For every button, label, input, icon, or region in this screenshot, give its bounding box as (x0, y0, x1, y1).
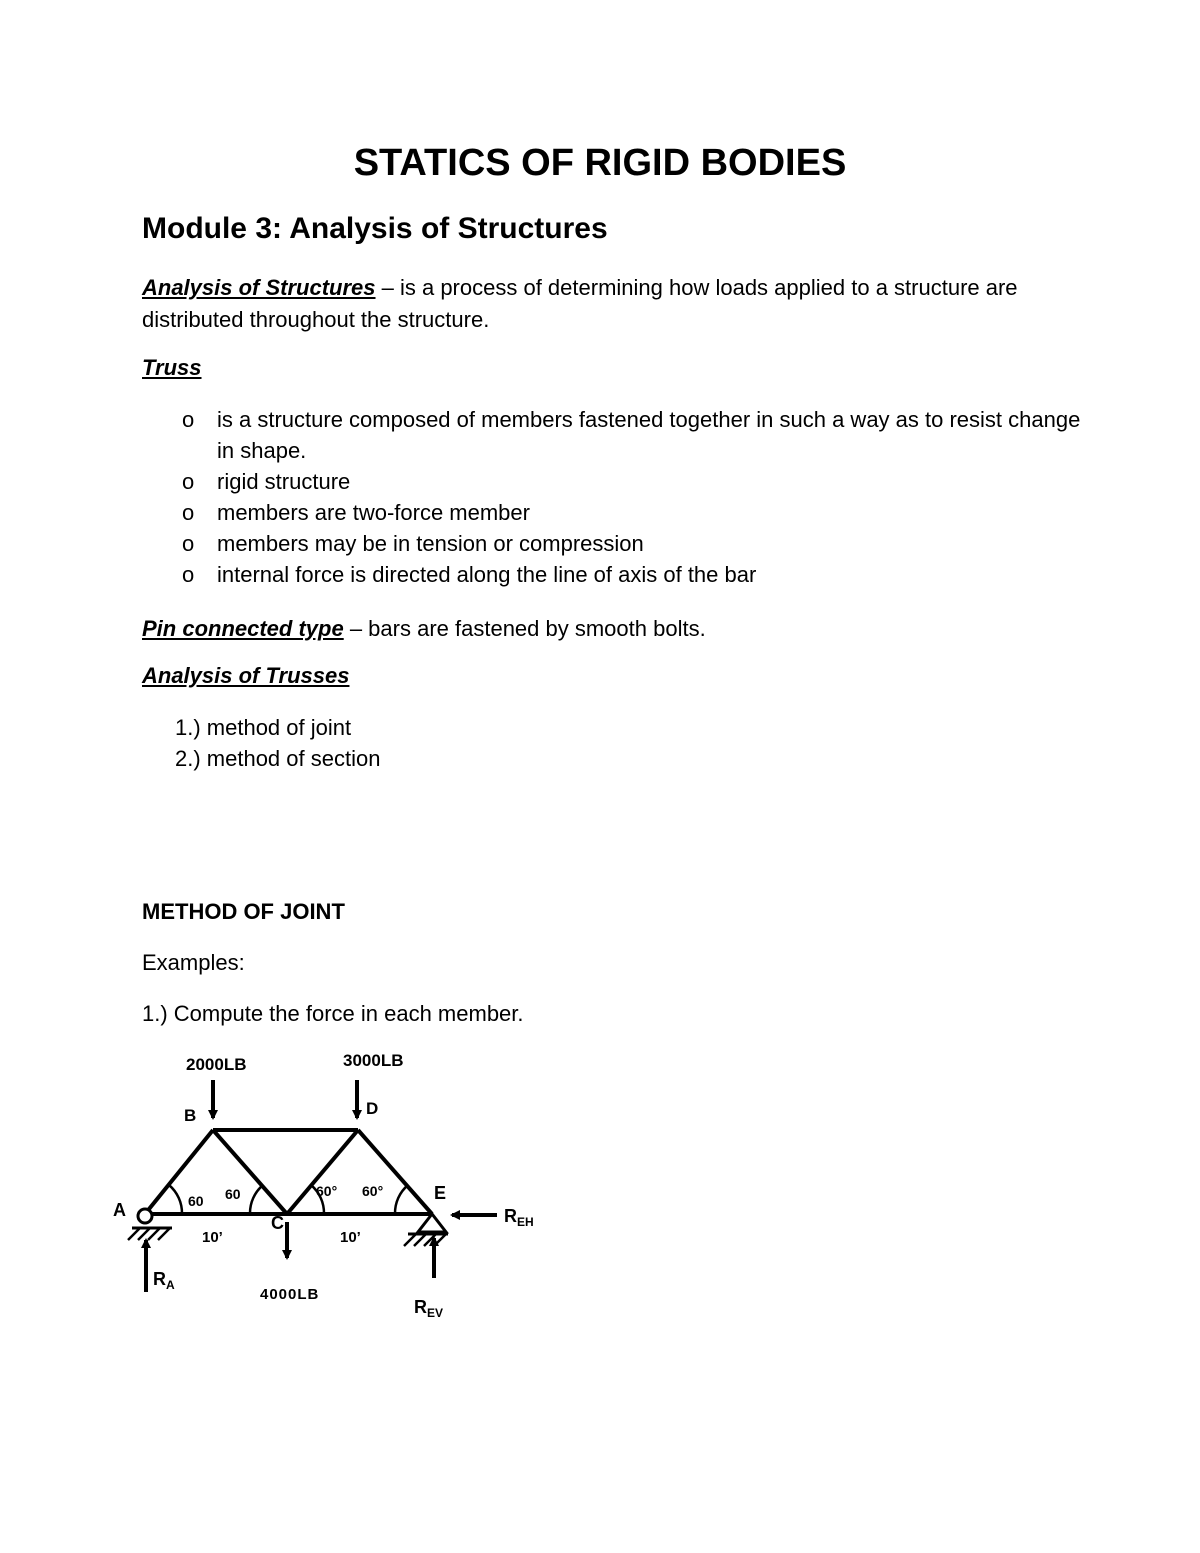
list-item: o internal force is directed along the line of axis of the bar (182, 559, 1082, 590)
list-item: 2.) method of section (175, 746, 381, 771)
angle-arc (395, 1185, 408, 1214)
bullet-marker: o (182, 500, 195, 525)
problem-statement: 1.) Compute the force in each member. (142, 1001, 524, 1026)
pin-connected-term: Pin connected type (142, 616, 344, 641)
reaction-label-eh: $R_{EH}$ (504, 1206, 534, 1229)
bullet-marker: o (182, 531, 195, 556)
examples-label: Examples: (142, 950, 245, 975)
span-label: 10’ (202, 1229, 223, 1246)
member-de (358, 1130, 432, 1214)
joint-label-a: A (113, 1200, 126, 1220)
analysis-of-trusses-heading: Analysis of Trusses (142, 663, 350, 688)
joint-label-e: E (434, 1183, 447, 1203)
angle-label: 60° (362, 1183, 384, 1199)
bullet-marker: o (182, 562, 195, 587)
joint-label-d: D (366, 1099, 379, 1118)
span-label: 10’ (340, 1229, 361, 1246)
angle-label: 60 (188, 1193, 204, 1209)
page-title: STATICS OF RIGID BODIES (353, 142, 847, 184)
analysis-of-structures-term: Analysis of Structures (142, 275, 376, 300)
load-label-b: 2000LB (186, 1055, 247, 1074)
list-item: o members may be in tension or compression (182, 528, 1082, 559)
analysis-of-structures-text: – is a process of determining how loads applied to a structure are distributed throughout the structure. (142, 275, 1018, 332)
angle-label: 60° (316, 1183, 338, 1199)
angle-arc (250, 1185, 263, 1214)
list-item: o is a structure composed of members fastened together in such a way as to resist change in shape. (182, 404, 1082, 466)
truss-heading: Truss (142, 355, 202, 380)
list-item: 1.) method of joint (175, 715, 352, 740)
reaction-label-a: $R_A$ (153, 1269, 175, 1292)
module-heading: Module 3: Analysis of Structures (142, 212, 608, 245)
reaction-label-ev: $R_{EV}$ (414, 1297, 444, 1320)
pin-connected-text: – bars are fastened by smooth bolts. (343, 616, 706, 641)
load-label-c: 4000LB (260, 1286, 320, 1303)
bullet-marker: o (182, 469, 195, 494)
angle-label: 60 (225, 1186, 241, 1202)
bullet-marker: o (182, 407, 195, 432)
pin-support-e (404, 1214, 448, 1246)
list-item: o rigid structure (182, 466, 1082, 497)
joint-label-b: B (184, 1106, 197, 1125)
angle-arc (169, 1185, 182, 1214)
method-of-joint-heading: METHOD OF JOINT (142, 899, 345, 924)
joint-label-c: C (271, 1213, 284, 1233)
list-item: o members are two-force member (182, 497, 1082, 528)
load-label-d: 3000LB (343, 1051, 404, 1070)
